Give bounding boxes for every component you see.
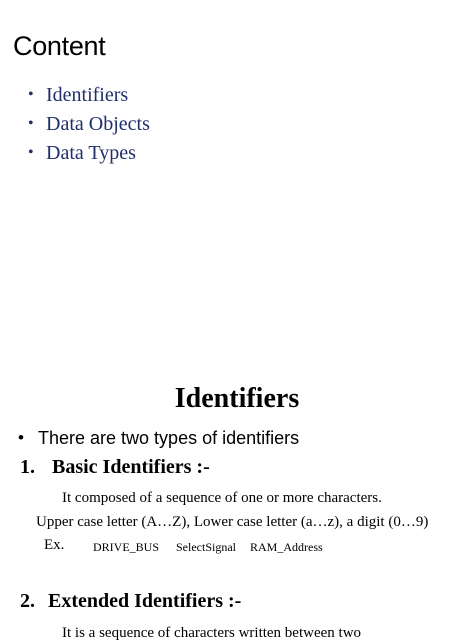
example-item: RAM_Address	[250, 540, 323, 554]
bullet-icon: •	[28, 144, 34, 161]
extended-heading: Extended Identifiers :-	[48, 590, 242, 612]
content-item-data-types: Data Types	[46, 142, 136, 164]
content-item-data-objects: Data Objects	[46, 113, 150, 135]
basic-number: 1.	[20, 456, 35, 478]
bullet-icon: •	[18, 428, 24, 447]
basic-line-2: Upper case letter (A…Z), Lower case letter (a…z), a digit (0…9)	[36, 514, 429, 530]
example-label: Ex.	[44, 537, 65, 553]
example-item: DRIVE_BUS	[93, 540, 160, 554]
basic-heading: Basic Identifiers :-	[52, 456, 210, 478]
example-item: SelectSignal	[176, 540, 236, 554]
basic-line-1: It composed of a sequence of one or more characters.	[62, 490, 382, 506]
content-item-identifiers: Identifiers	[46, 84, 129, 106]
intro-text: There are two types of identifiers	[38, 428, 300, 448]
extended-line-1: It is a sequence of characters written between two	[62, 625, 362, 641]
identifiers-title: Identifiers	[174, 383, 300, 414]
bullet-icon: •	[28, 86, 34, 103]
bullet-icon: •	[28, 115, 34, 132]
content-title: Content	[13, 31, 106, 61]
extended-number: 2.	[20, 590, 35, 612]
